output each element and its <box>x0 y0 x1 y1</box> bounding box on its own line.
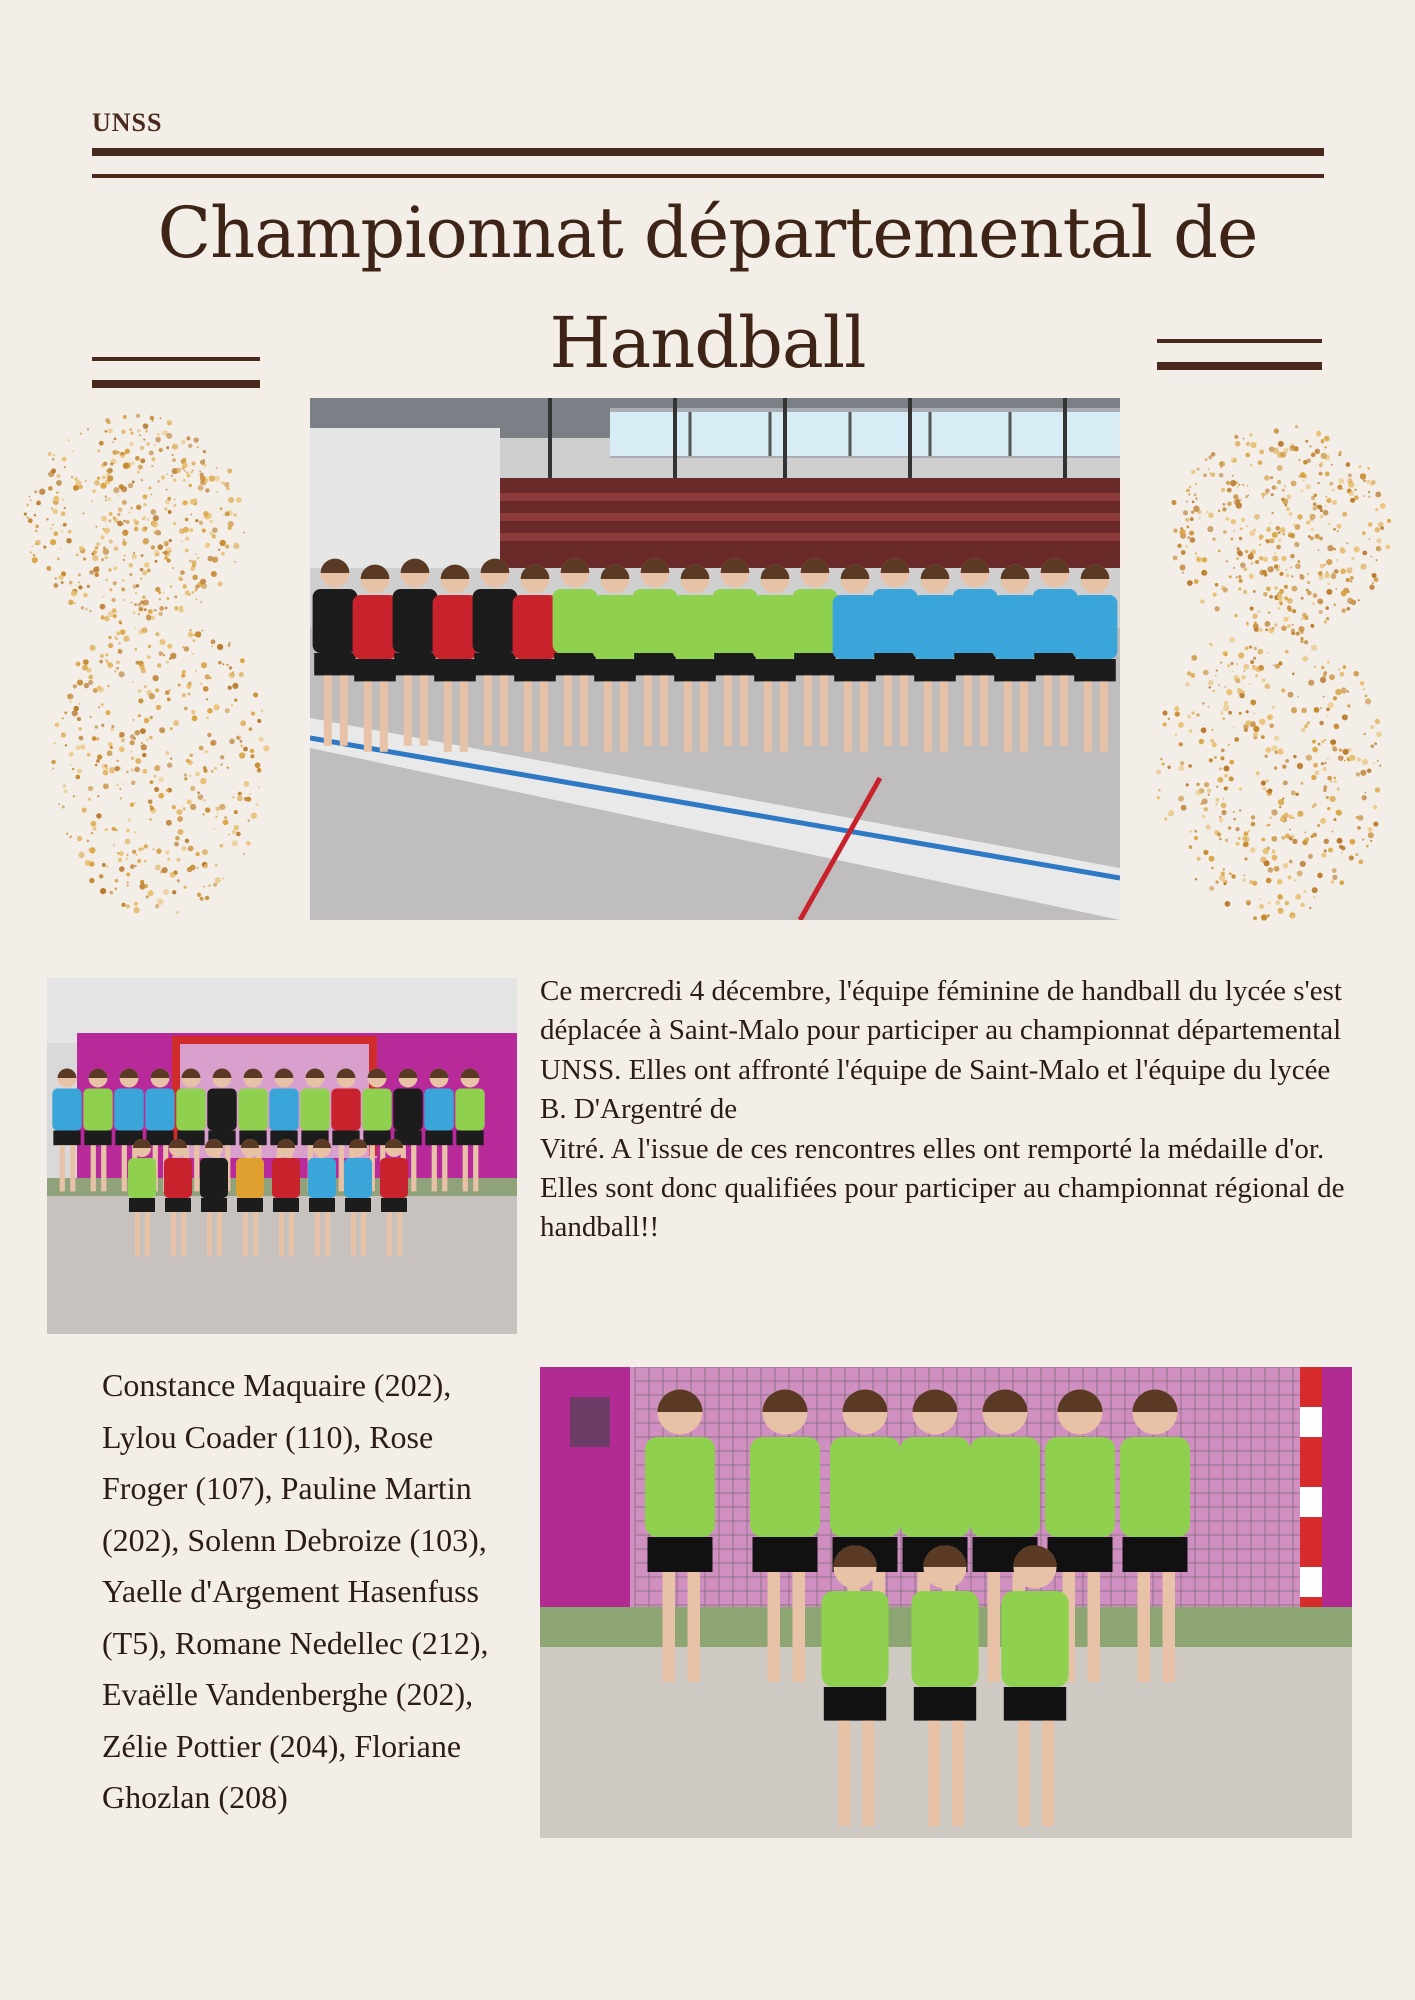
team-group-photo <box>310 398 1120 920</box>
left-glitter-decoration <box>20 400 300 930</box>
player-list: Constance Maquaire (202), Lylou Coader (110), Rose Froger (107), Pauline Martin (202), Solenn Debroize (103), Yaelle d'Argement Hasenfuss (T5), Romane Nedellec (212), Evaëlle Vandenberghe (202), Zélie Pottier (204), Floriane Ghozlan (208) <box>102 1367 489 1815</box>
left-deco-rule-bottom <box>92 380 260 388</box>
medal-team-photo <box>540 1367 1352 1838</box>
all-teams-photo <box>47 978 517 1334</box>
right-deco-rule-top <box>1157 339 1322 343</box>
left-deco-rule-top <box>92 357 260 361</box>
article-body: Ce mercredi 4 décembre, l'équipe féminine de handball du lycée s'est déplacée à Saint-Malo pour participer au championnat départemental UNSS. Elles ont affronté l'équipe de Saint-Malo et l'équipe du lycée B. D'Argentré de Vitré. A l'issue de ces rencontres elles ont remporté la médaille d'or. Elles sont donc qualifiées pour participer au championnat régional de handball!! <box>540 975 1345 1244</box>
page-title: Championnat départemental de Handball <box>157 192 1258 384</box>
header-rule-thick <box>92 148 1324 156</box>
right-glitter-decoration <box>1140 400 1410 930</box>
right-deco-rule-bottom <box>1157 362 1322 370</box>
section-kicker: UNSS <box>92 108 163 137</box>
